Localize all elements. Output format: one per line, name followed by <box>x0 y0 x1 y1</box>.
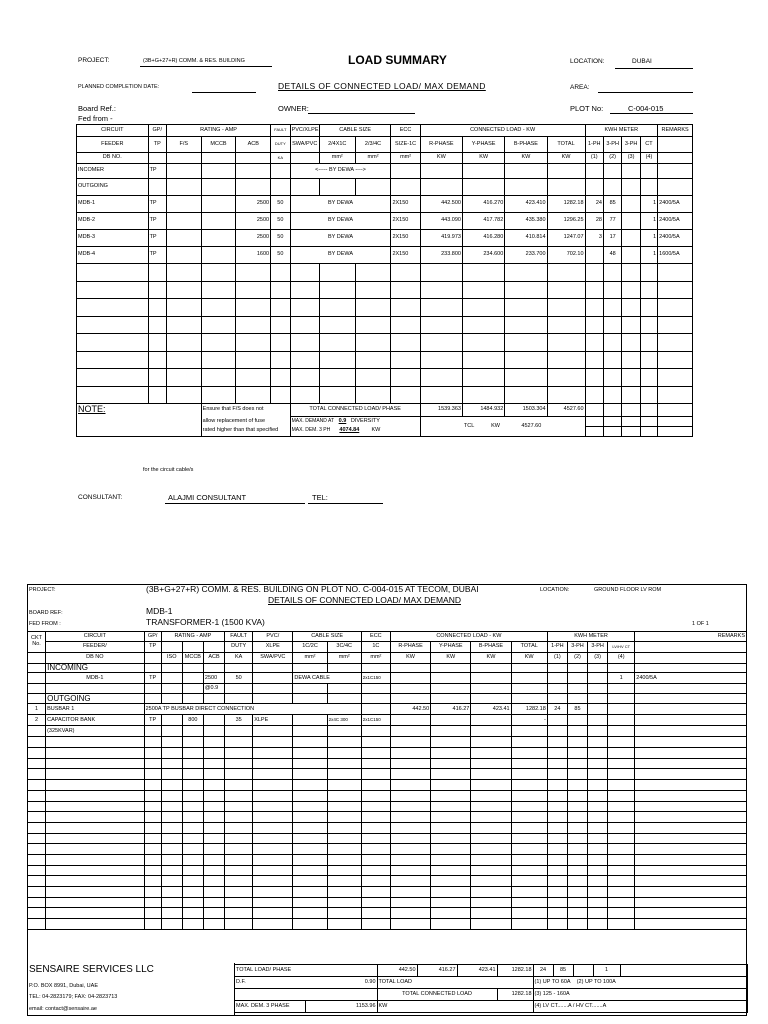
diversity-value: 0.9 <box>338 417 347 424</box>
empty-row <box>28 790 747 801</box>
hdr-ecc-size: SIZE-1C <box>391 137 420 153</box>
acb: 1600 <box>236 247 271 264</box>
hdr-mm2-a: mm² <box>319 153 355 164</box>
hdr-n1: (1) <box>585 153 603 164</box>
hdr2-ka: KA <box>225 653 253 664</box>
project-value: (3B+G+27+R) COMM. & RES. BUILDING <box>143 58 245 64</box>
incoming-db: MDB-1 <box>46 673 145 684</box>
remarks: 1600/5A <box>658 247 693 264</box>
hdr-duty: DUTY <box>271 137 291 153</box>
hdr-n2: (2) <box>603 153 621 164</box>
note-label: NOTE: <box>78 404 106 415</box>
company-name: SENSAIRE SERVICES LLC <box>29 964 154 975</box>
fault-ka: 50 <box>271 230 291 247</box>
empty-row <box>77 386 693 404</box>
tel-label: TEL: <box>312 493 328 502</box>
hdr-kw-b: KW <box>505 153 547 164</box>
hdr-fault: FAULT <box>271 125 291 137</box>
hdr-fs: F/S <box>166 137 201 153</box>
hdr2-fault: FAULT <box>225 632 253 642</box>
total-m4: 1 <box>593 965 620 977</box>
hdr-mm2-b: mm² <box>355 153 391 164</box>
ecc: 2X150 <box>391 213 420 230</box>
max-dem-kw: KW <box>371 427 381 434</box>
cable: BY DEWA <box>290 213 391 230</box>
max-dem-label-2: MAX. DEM. 3 PHASE <box>235 1001 305 1013</box>
db-no: MDB-1 <box>77 196 149 213</box>
hdr-kwh-meter: KWH METER <box>585 125 658 137</box>
empty-row <box>28 897 747 908</box>
meter-3 <box>622 230 640 247</box>
note-line-4: for the circuit cable/s <box>143 467 194 473</box>
hdr-acb: ACB <box>236 137 271 153</box>
hdr-cable-size: CABLE SIZE <box>319 125 391 137</box>
hdr-m4: CT <box>640 137 657 153</box>
meter-2: 17 <box>603 230 621 247</box>
ecc: 2X150 <box>391 196 420 213</box>
total-y-2: 416.27 <box>417 965 457 977</box>
location-value-2: GROUND FLOOR LV ROM <box>594 587 662 593</box>
meter-4: 1 <box>640 213 657 230</box>
y-phase: 416.270 <box>462 196 504 213</box>
mdb-load-table <box>27 631 747 930</box>
incomer-tp: TP <box>148 164 166 179</box>
hdr-n4: (4) <box>640 153 657 164</box>
feeder: BUSBAR 1 <box>46 704 145 715</box>
hdr-ka: KA <box>271 153 291 164</box>
empty-row <box>28 833 747 844</box>
cable: BY DEWA <box>290 230 391 247</box>
empty-row <box>28 780 747 791</box>
empty-row <box>77 369 693 387</box>
db-no: MDB-3 <box>77 230 149 247</box>
location-label: LOCATION: <box>570 58 605 65</box>
mccb: 800 <box>182 715 203 726</box>
meter-1: 3 <box>585 230 603 247</box>
hdr-size-2x4c: 2/4X1C <box>319 137 355 153</box>
hdr2-mm2-a: mm² <box>293 653 327 664</box>
b-phase: 423.410 <box>505 196 547 213</box>
b-phase: 435.380 <box>505 213 547 230</box>
total-load-label: TOTAL LOAD <box>377 977 533 989</box>
r-phase: 442.500 <box>420 196 462 213</box>
max-dem-kw-2: KW <box>377 1001 533 1013</box>
meter-2: 48 <box>603 247 621 264</box>
ecc: 2x1C150 <box>361 715 390 726</box>
remarks: 2400/5A <box>658 213 693 230</box>
total-b-2: 423.41 <box>457 965 497 977</box>
hdr-connected-load: CONNECTED LOAD - KW <box>420 125 585 137</box>
empty-row <box>28 822 747 833</box>
incoming-remarks: 2400/5A <box>635 673 747 684</box>
hdr-m2: 3-PH <box>603 137 621 153</box>
total: - <box>511 715 547 726</box>
hdr-tp: TP <box>148 137 166 153</box>
hdr-n3: (3) <box>622 153 640 164</box>
hdr2-rating: RATING - AMP <box>161 632 224 642</box>
hdr2-ecc: ECC <box>361 632 390 642</box>
hdr2-n2: (2) <box>567 653 587 664</box>
empty-row <box>77 316 693 334</box>
incoming-ecc: 2x1C150 <box>361 673 390 684</box>
hdr-size-234c: 2/3/4C <box>355 137 391 153</box>
hdr2-iso: ISO <box>161 653 182 664</box>
total-b: 1503.304 <box>505 404 547 417</box>
hdr2-duty: DUTY <box>225 642 253 653</box>
project-label-2: PROJECT: <box>29 587 56 593</box>
tcl-value-2: 1282.18 <box>497 989 533 1001</box>
company-block <box>27 963 235 1016</box>
incoming-label: INCOMING <box>46 664 145 673</box>
fed-from-label-2: FED FROM : <box>29 621 61 627</box>
r-phase: 442.50 <box>390 704 430 715</box>
footer-totals <box>235 964 748 1013</box>
hdr-db-no: DB NO. <box>77 153 149 164</box>
total-m2: 85 <box>553 965 573 977</box>
total-connected-label: TOTAL CONNECTED LOAD/ PHASE <box>290 404 420 417</box>
meter-3 <box>622 247 640 264</box>
gp-tp: TP <box>148 213 166 230</box>
board-ref-label: Board Ref.: <box>78 104 116 113</box>
empty-row <box>77 264 693 282</box>
hdr2-n4: (4) <box>608 653 635 664</box>
meter-2: 85 <box>567 704 587 715</box>
page-number: 1 OF 1 <box>692 621 709 627</box>
table-row <box>77 230 693 247</box>
empty-row <box>28 887 747 898</box>
legend-1: (1) UP TO 60A <box>534 978 571 985</box>
hdr2-m4: LV/HV CT <box>608 642 635 653</box>
total-m1: 24 <box>533 965 553 977</box>
consultant-label: CONSULTANT: <box>78 494 123 501</box>
hdr-mccb: MCCB <box>201 137 236 153</box>
company-email: email: contact@sensaire.ae <box>29 1006 97 1012</box>
b-phase: 410.814 <box>505 230 547 247</box>
hdr-mm2-c: mm² <box>391 153 420 164</box>
remarks: 2400/5A <box>658 196 693 213</box>
y-phase: 416.280 <box>462 230 504 247</box>
y-phase: 234.600 <box>462 247 504 264</box>
hdr2-m1: 1-PH <box>547 642 567 653</box>
hdr2-kw-total: KW <box>511 653 547 664</box>
gp-tp: TP <box>148 196 166 213</box>
hdr2-mm2-c: mm² <box>361 653 390 664</box>
hdr-rating: RATING - AMP <box>166 125 270 137</box>
total: 1282.18 <box>511 704 547 715</box>
hdr-remarks: REMARKS <box>658 125 693 137</box>
hdr2-ecc-1c: 1C <box>361 642 390 653</box>
hdr-m3: 3-PH <box>622 137 640 153</box>
hdr-feeder: FEEDER <box>77 137 149 153</box>
max-dem-3ph-label: MAX. DEM. 3 PH <box>291 427 331 434</box>
plot-value: C-004-015 <box>628 104 664 113</box>
subtitle-2: DETAILS OF CONNECTED LOAD/ MAX DEMAND <box>268 595 462 605</box>
hdr2-db-no: DB NO <box>46 653 145 664</box>
company-address: P.O. BOX 8991, Dubai, UAE <box>29 983 98 989</box>
planned-completion-label: PLANNED COMPLETION DATE: <box>78 84 160 90</box>
incoming-acb: 2500 <box>203 673 224 684</box>
empty-row <box>77 299 693 317</box>
capacitor-rating: (325KVAR) <box>46 726 145 737</box>
empty-row <box>28 865 747 876</box>
incoming-m4: 1 <box>608 673 635 684</box>
total-row <box>77 404 693 417</box>
diversity-label: DIVERSITY <box>350 417 380 424</box>
total-total-2: 1282.18 <box>497 965 533 977</box>
total: 1247.07 <box>547 230 585 247</box>
gp-tp: TP <box>148 230 166 247</box>
note-line-1: Ensure that F/S does not <box>201 404 290 417</box>
hdr2-xlpe: XLPE <box>253 642 293 653</box>
ckt-no: 1 <box>28 704 46 715</box>
legend-3: (3) 125 - 160A <box>533 989 747 1001</box>
tcl-kw: KW <box>491 422 500 429</box>
hdr2-connected-load: CONNECTED LOAD - KW <box>390 632 547 642</box>
fed-from-label: Fed from - <box>78 114 113 123</box>
r-phase: 233.800 <box>420 247 462 264</box>
empty-row <box>28 908 747 919</box>
hdr2-n3: (3) <box>588 653 608 664</box>
df-value: 0.90 <box>364 978 376 985</box>
fault-ka: 50 <box>271 247 291 264</box>
empty-row <box>28 812 747 823</box>
fault-ka: 50 <box>271 196 291 213</box>
hdr-gp: GP/ <box>148 125 166 137</box>
meter-4: 1 <box>640 196 657 213</box>
owner-label: OWNER: <box>278 104 309 113</box>
table-row <box>28 715 747 726</box>
subtitle: DETAILS OF CONNECTED LOAD/ MAX DEMAND <box>278 81 486 91</box>
ecc: 2X150 <box>391 247 420 264</box>
empty-row <box>28 769 747 780</box>
y-phase: 416.27 <box>431 704 471 715</box>
legend-4: (4) LV CT.......A / HV CT.......A <box>533 1001 747 1013</box>
total-y: 1484.932 <box>462 404 504 417</box>
tcl-label: TCL <box>463 422 475 429</box>
busbar-note: 2500A TP BUSBAR DIRECT CONNECTION <box>144 704 361 715</box>
fault-ka: 35 <box>225 715 253 726</box>
hdr2-acb: ACB <box>203 653 224 664</box>
plot-label: PLOT No: <box>570 104 604 113</box>
empty-row <box>28 758 747 769</box>
empty-row <box>77 334 693 352</box>
empty-row <box>28 748 747 759</box>
note-line-3: rated higher than that specified <box>201 427 290 437</box>
hdr2-kwh-meter: KWH METER <box>547 632 634 642</box>
incomer-label: INCOMER <box>77 164 149 179</box>
meter-1 <box>585 247 603 264</box>
total: 1282.18 <box>547 196 585 213</box>
hdr-r-phase: R-PHASE <box>420 137 462 153</box>
incoming-row <box>28 673 747 684</box>
total: 1296.25 <box>547 213 585 230</box>
hdr2-c3: 3C/4C <box>327 642 361 653</box>
hdr2-n1: (1) <box>547 653 567 664</box>
remarks: 2400/5A <box>658 230 693 247</box>
hdr-m1: 1-PH <box>585 137 603 153</box>
table-row <box>28 704 747 715</box>
hdr-swa-pvc: SWA/PVC <box>290 137 319 153</box>
hdr2-kw-r: KW <box>390 653 430 664</box>
outgoing-label: OUTGOING <box>77 179 149 196</box>
total-r: 1539.363 <box>420 404 462 417</box>
incomer-note: <----- BY DEWA ----> <box>290 164 391 179</box>
db-no: MDB-2 <box>77 213 149 230</box>
hdr2-gp: GP/ <box>144 632 161 642</box>
hdr2-mm2-b: mm² <box>327 653 361 664</box>
max-dem-value-2: 1153.96 <box>305 1001 377 1013</box>
hdr2-m3: 3-PH <box>588 642 608 653</box>
note-line-2: allow replacement of fuse <box>201 417 290 427</box>
total-r-2: 442.50 <box>377 965 417 977</box>
hdr-total: TOTAL <box>547 137 585 153</box>
location-label-2: LOCATION: <box>540 587 570 593</box>
hdr2-m2: 3-PH <box>567 642 587 653</box>
hdr-ecc: ECC <box>391 125 420 137</box>
hdr-kw-y: KW <box>462 153 504 164</box>
tcl-label-2: TOTAL CONNECTED LOAD <box>377 989 497 1001</box>
meter-3 <box>622 213 640 230</box>
meter-4: 1 <box>640 230 657 247</box>
area-label: AREA: <box>570 84 590 91</box>
table-row <box>77 213 693 230</box>
empty-row <box>28 844 747 855</box>
hdr2-y-phase: Y-PHASE <box>431 642 471 653</box>
hdr2-b-phase: B-PHASE <box>471 642 511 653</box>
hdr2-remarks: REMARKS <box>635 632 747 642</box>
total-total: 4527.60 <box>547 404 585 417</box>
hdr-pvc-xlpe: PVC/XLPE <box>290 125 319 137</box>
db-no: MDB-4 <box>77 247 149 264</box>
hdr2-kw-b: KW <box>471 653 511 664</box>
incoming-acb-factor: @0.9 <box>203 684 224 694</box>
hdr2-mccb: MCCB <box>182 653 203 664</box>
total-load-phase-label: TOTAL LOAD/ PHASE <box>235 965 377 977</box>
meter-3 <box>622 196 640 213</box>
hdr2-c1: 1C/2C <box>293 642 327 653</box>
total: 702.10 <box>547 247 585 264</box>
meter-2: 85 <box>603 196 621 213</box>
incoming-cable: DEWA CABLE <box>293 673 361 684</box>
feeder: CAPACITOR BANK <box>46 715 145 726</box>
ckt-no: 2 <box>28 715 46 726</box>
hdr-circuit: CIRCUIT <box>77 125 149 137</box>
incomer-row <box>77 164 693 179</box>
empty-row <box>77 281 693 299</box>
board-ref-label-2: BOARD REF: <box>29 610 63 616</box>
tcl-value: 4527.60 <box>521 422 542 429</box>
gp-tp: TP <box>148 247 166 264</box>
load-summary-table <box>76 124 693 437</box>
consultant-value: ALAJMI CONSULTANT <box>168 493 247 502</box>
hdr2-circuit: CIRCUIT <box>46 632 145 642</box>
hdr2-r-phase: R-PHASE <box>390 642 430 653</box>
r-phase: 419.973 <box>420 230 462 247</box>
hdr2-feeder: FEEDER/ <box>46 642 145 653</box>
gp-tp: TP <box>144 715 161 726</box>
cable: BY DEWA <box>290 196 391 213</box>
incoming-tp: TP <box>144 673 161 684</box>
df-label: D.F. <box>236 978 246 985</box>
hdr-kw-total: KW <box>547 153 585 164</box>
hdr-kw-r: KW <box>420 153 462 164</box>
acb: 2500 <box>236 213 271 230</box>
max-dem-value: 4074.84 <box>339 427 360 434</box>
meter-2: 77 <box>603 213 621 230</box>
empty-row <box>77 351 693 369</box>
acb: 2500 <box>236 196 271 213</box>
meter-1: 24 <box>547 704 567 715</box>
meter-1: 28 <box>585 213 603 230</box>
cable-3c: 2x4C 300 <box>327 715 361 726</box>
hdr2-no: No. <box>32 641 41 647</box>
page-title: LOAD SUMMARY <box>348 53 447 67</box>
hdr2-kw-y: KW <box>431 653 471 664</box>
hdr2-swa-pvc: SWA/PVC <box>253 653 293 664</box>
hdr2-cable-size: CABLE SIZE <box>293 632 361 642</box>
empty-row <box>28 919 747 930</box>
project-label: PROJECT: <box>78 57 110 64</box>
hdr-b-phase: B-PHASE <box>505 137 547 153</box>
company-phone: TEL: 04-2823179; FAX: 04-2823713 <box>29 994 118 1000</box>
meter-4: 1 <box>640 247 657 264</box>
location-value: DUBAI <box>632 58 652 65</box>
max-demand-label: MAX. DEMAND AT <box>291 417 335 424</box>
hdr2-pvc: PVC/ <box>253 632 293 642</box>
empty-row <box>28 737 747 748</box>
b-phase: 233.700 <box>505 247 547 264</box>
xlpe: XLPE <box>253 715 293 726</box>
empty-row <box>28 854 747 865</box>
empty-row <box>28 801 747 812</box>
outgoing-label-2: OUTGOING <box>46 694 145 704</box>
board-ref-value-2: MDB-1 <box>146 606 173 616</box>
acb: 2500 <box>236 230 271 247</box>
ecc: 2X150 <box>391 230 420 247</box>
cable: BY DEWA <box>290 247 391 264</box>
table-row <box>77 196 693 213</box>
table-row <box>77 247 693 264</box>
hdr-y-phase: Y-PHASE <box>462 137 504 153</box>
fault-ka: 50 <box>271 213 291 230</box>
hdr2-tp: TP <box>144 642 161 653</box>
y-phase: 417.782 <box>462 213 504 230</box>
legend-2: (2) UP TO 100A <box>576 978 616 985</box>
project-value-2: (3B+G+27+R) COMM. & RES. BUILDING ON PLOT NO. C-004-015 AT TECOM, DUBAI <box>146 584 479 594</box>
meter-1: 24 <box>585 196 603 213</box>
incoming-ka: 50 <box>225 673 253 684</box>
hdr2-total: TOTAL <box>511 642 547 653</box>
r-phase: 443.090 <box>420 213 462 230</box>
empty-row <box>28 876 747 887</box>
b-phase: 423.41 <box>471 704 511 715</box>
hdr2-ckt: CKT <box>31 635 43 642</box>
fed-from-value-2: TRANSFORMER-1 (1500 KVA) <box>146 617 265 627</box>
